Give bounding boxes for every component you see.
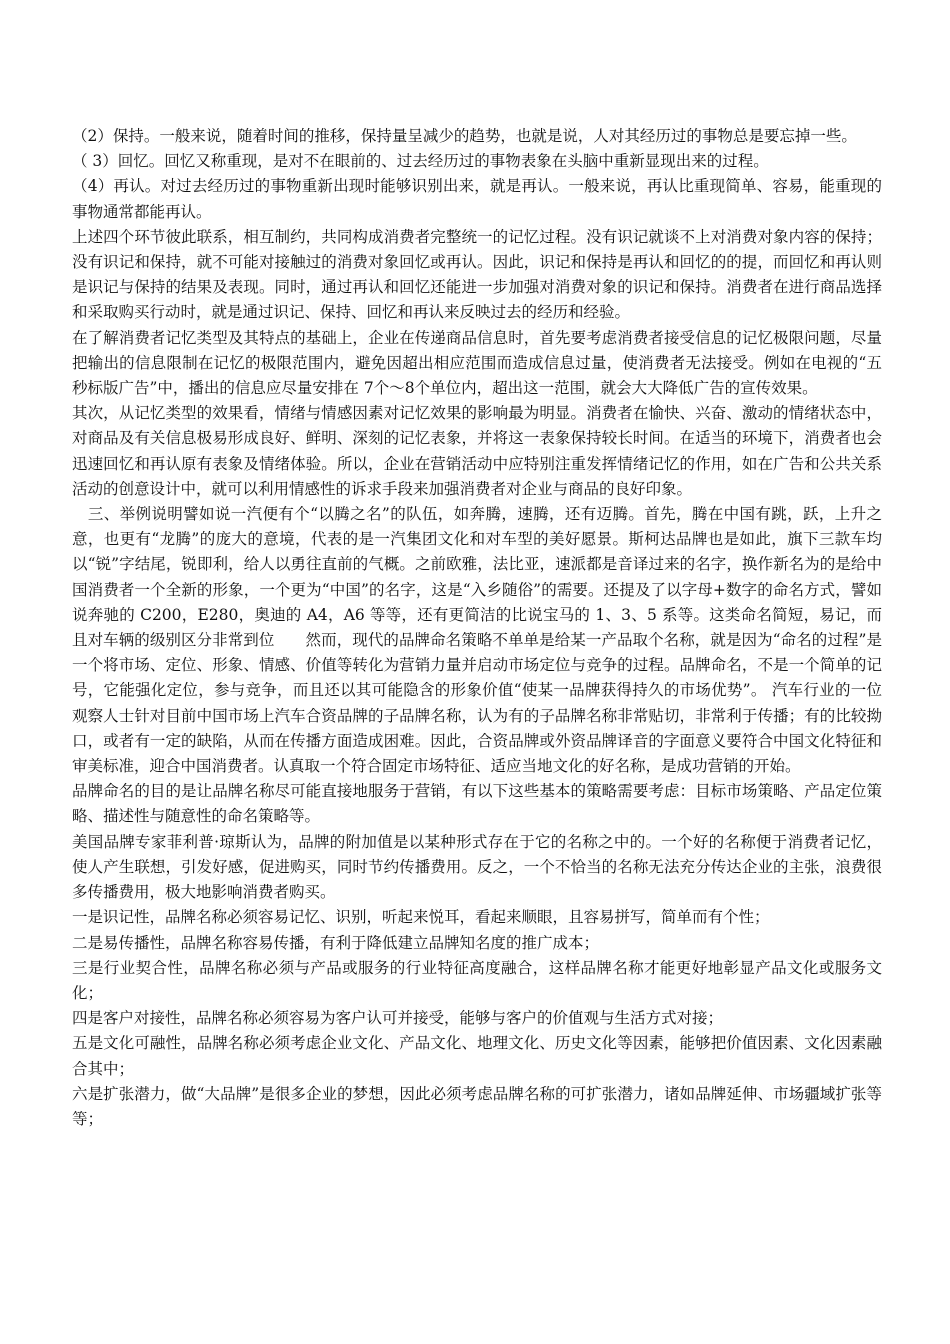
paragraph-examples: 三、举例说明譬如说一汽便有个“以腾之名”的队伍，如奔腾，速腾，还有迈腾。首先，腾在中国有跳，跃，上升之意，也更有“龙腾”的庞大的意境，代表的是一汽集团文化和对车型的美好愿景。斯柯达品牌也是如此，旗下三款车均以“锐”字结尾，锐即利，给人以勇往直前的气概。之前欧雅，法比亚，速派都是音译过来的名字，换作新名为的是给中国消费者一个全新的形象，一个更为“中国”的名字，这是“入乡随俗”的需要。还提及了以字母+数字的命名方式，譬如说奔驰的 C200，E280，奥迪的 A4，A6 等等，还有更简洁的比说宝马的 1、3、5 系等。这类命名简短，易记，而且对车辆的级别区分非常到位 然而，现代的品牌命名策略不单单是给某一产品取个名称，就是因为“命名的过程”是一个将市场、定位、形象、情感、价值等转化为营销力量并启动市场定位与竞争的过程。品牌命名，不是一个简单的记号，它能强化定位，参与竞争，而且还以其可能隐含的形象价值“使某一品牌获得持久的市场优势”。 汽车行业的一位观察人士针对目前中国市场上汽车合资品牌的子品牌名称，认为有的子品牌名称非常贴切，非常利于传播；有的比较拗口，或者有一定的缺陷，从而在传播方面造成困难。因此，合资品牌或外资品牌译音的字面意义要符合中国文化特征和审美标准，迎合中国消费者。认真取一个符合固定市场特征、适应当地文化的好名称，是成功营销的开始。: [72, 505, 882, 776]
paragraph-naming-purpose: 品牌命名的目的是让品牌名称尽可能直接地服务于营销，有以下这些基本的策略需要考虑：目标市场策略、产品定位策略、描述性与随意性的命名策略等。: [72, 782, 882, 826]
paragraph-memory-process: 上述四个环节彼此联系，相互制约，共同构成消费者完整统一的记忆过程。没有识记就谈不上对消费对象内容的保持；没有识记和保持，就不可能对接触过的消费对象回忆或再认。因此，识记和保持是再认和回忆的的提，而回忆和再认则是识记与保持的结果及表现。同时，通过再认和回忆还能进一步加强对消费对象的识记和保持。消费者在进行商品选择和采取购买行动时，就是通过识记、保持、回忆和再认来反映过去的经历和经验。: [72, 227, 882, 322]
list-item-memorability: 一是识记性，品牌名称必须容易记忆、识别，听起来悦耳，看起来顺眼，且容易拼写，简单而有个性；: [72, 908, 770, 927]
paragraph-memory-limit: 在了解消费者记忆类型及其特点的基础上，企业在传递商品信息时，首先要考虑消费者接受信息的记忆极限问题，尽量把输出的信息限制在记忆的极限范围内，避免因超出相应范围而造成信息过量，使消费者无法接受。例如在电视的“五秒标版广告”中，播出的信息应尽量安排在 7个～8个单位内，超出这一范围，就会大大降低广告的宣传效果。: [72, 328, 882, 398]
paragraph-emotional-memory: 其次，从记忆类型的效果看，情绪与情感因素对记忆效果的影响最为明显。消费者在愉快、兴奋、激动的情绪状态中，对商品及有关信息极易形成良好、鲜明、深刻的记忆表象，并将这一表象保持较长时间。在适当的环境下，消费者也会迅速回忆和再认原有表象及情绪体验。所以，企业在营销活动中应特别注重发挥情绪记忆的作用，如在广告和公共关系活动的创意设计中，就可以利用情感性的诉求手段来加强消费者对企业与商品的良好印象。: [72, 404, 882, 498]
list-item-cultural-fit: 五是文化可融性，品牌名称必须考虑企业文化、产品文化、地理文化、历史文化等因素，能够把价值因素、文化因素融合其中；: [72, 1034, 882, 1078]
paragraph-recall: （ 3）回忆。回忆又称重现，是对不在眼前的、过去经历过的事物表象在头脑中重新显现出来的过程。: [72, 152, 769, 171]
list-item-industry-fit: 三是行业契合性，品牌名称必须与产品或服务的行业特征高度融合，这样品牌名称才能更好地彰显产品文化或服务文化；: [72, 958, 882, 1002]
list-item-customer-fit: 四是客户对接性，品牌名称必须容易为客户认可并接受，能够与客户的价值观与生活方式对接；: [72, 1009, 724, 1028]
list-item-expansion: 六是扩张潜力，做“大品牌”是很多企业的梦想，因此必须考虑品牌名称的可扩张潜力，诸如品牌延伸、市场疆域扩张等等；: [72, 1084, 882, 1128]
paragraph-retention: （2）保持。一般来说，随着时间的推移，保持量呈减少的趋势，也就是说，人对其经历过的事物总是要忘掉一些。: [72, 127, 857, 145]
paragraph-recognition: （4）再认。对过去经历过的事物重新出现时能够识别出来，就是再认。一般来说，再认比重现简单、容易，能重现的事物通常都能再认。: [72, 177, 882, 221]
document-body: [72, 124, 882, 1132]
paragraph-philip-jones: 美国品牌专家菲利普·琼斯认为，品牌的附加值是以某种形式存在于它的名称之中的。一个好的名称便于消费者记忆，使人产生联想，引发好感，促进购买，同时节约传播费用。反之，一个不恰当的名称无法充分传达企业的主张，浪费很多传播费用，极大地影响消费者购买。: [72, 832, 882, 902]
list-item-spreadability: 二是易传播性，品牌名称容易传播，有利于降低建立品牌知名度的推广成本；: [72, 933, 600, 952]
